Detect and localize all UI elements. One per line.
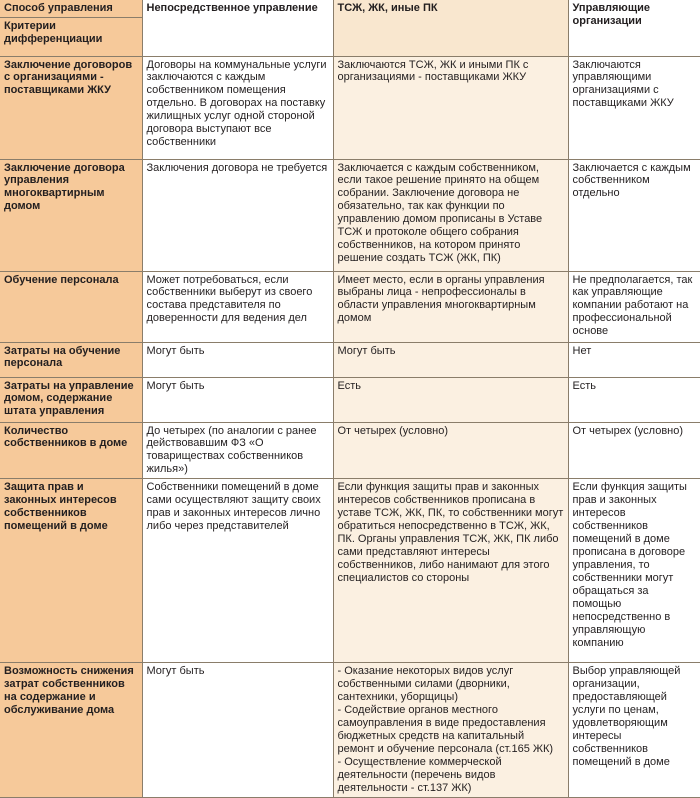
criterion-cell: Затраты на управление домом, содержание штата управления xyxy=(0,377,142,422)
hoa-cell: Имеет место, если в органы управления выбраны лица - непрофессионалы в области управления многоквартирным домом xyxy=(333,271,568,342)
header-corner-cell xyxy=(0,0,142,56)
hoa-cell: Заключаются ТСЖ, ЖК и иными ПК с организациями - поставщиками ЖКУ xyxy=(333,56,568,159)
table-row xyxy=(0,159,700,271)
table-row xyxy=(0,342,700,377)
hoa-cell xyxy=(333,663,568,798)
mc-cell: От четырех (условно) xyxy=(568,422,700,479)
table-row xyxy=(0,479,700,663)
mc-cell: Заключаются управляющими организациями с поставщиками ЖКУ xyxy=(568,56,700,159)
criterion-cell: Заключение договоров с организациями - поставщиками ЖКУ xyxy=(0,56,142,159)
saving-option: - Содействие органов местного самоуправления в виде предоставления бюджетных средств на капитальный ремонт и обучение персонала (ст.165 ЖК) xyxy=(337,704,554,756)
hoa-cell: Могут быть xyxy=(333,342,568,377)
mc-cell: Если функция защиты прав и законных интересов собственников помещений в доме прописана в договоре управления, то собственники могут обращаться за помощью непосредственно в управляющую компанию xyxy=(568,479,700,663)
direct-cell: До четырех (по аналогии с ранее действовавшим ФЗ «О товариществах собственников жилья») xyxy=(142,422,333,479)
table-row xyxy=(0,271,700,342)
hoa-cell: От четырех (условно) xyxy=(333,422,568,479)
header-hoa: ТСЖ, ЖК, иные ПК xyxy=(333,0,568,56)
table-row xyxy=(0,663,700,798)
direct-cell: Может потребоваться, если собственники выберут из своего состава представителя по доверенности для ведения дел xyxy=(142,271,333,342)
hoa-cell: Есть xyxy=(333,377,568,422)
direct-cell: Могут быть xyxy=(142,377,333,422)
header-management-company: Управляющие организации xyxy=(568,0,700,56)
table-row xyxy=(0,56,700,159)
direct-cell: Могут быть xyxy=(142,342,333,377)
mc-cell: Есть xyxy=(568,377,700,422)
header-management-method: Способ управления xyxy=(0,0,142,18)
criterion-cell: Возможность снижения затрат собственников на содержание и обслуживание дома xyxy=(0,663,142,798)
mc-cell: Выбор управляющей организации, предоставляющей услуги по ценам, удовлетворяющим интересы собственников помещений в доме xyxy=(568,663,700,798)
saving-option: - Оказание некоторых видов услуг собственными силами (дворники, сантехники, уборщицы) xyxy=(337,665,514,704)
hoa-cell: Если функция защиты прав и законных интересов собственников прописана в уставе ТСЖ, ЖК, ПК, то собственники могут обратиться непосредственно в ТСЖ, ЖК, ПК. Органы управления ТСЖ, ЖК, ПК либо сами представляют интересы собственников, либо нанимают для этого специалистов со стороны xyxy=(333,479,568,663)
direct-cell: Договоры на коммунальные услуги заключаются с каждым собственником помещения отдельно. В договорах на поставку жилищных услуг одной стороной договора выступают все собственники xyxy=(142,56,333,159)
criterion-cell: Обучение персонала xyxy=(0,271,142,342)
mc-cell: Нет xyxy=(568,342,700,377)
header-direct-management: Непосредственное управление xyxy=(142,0,333,56)
header-criteria: Критерии дифференциации xyxy=(4,20,103,45)
criterion-cell: Затраты на обучение персонала xyxy=(0,342,142,377)
header-row xyxy=(0,0,700,56)
mc-cell: Не предполагается, так как управляющие компании работают на профессиональной основе xyxy=(568,271,700,342)
table-row xyxy=(0,422,700,479)
direct-cell: Собственники помещений в доме сами осуществляют защиту своих прав и законных интересов лично либо через представителей xyxy=(142,479,333,663)
hoa-cell: Заключается с каждым собственником, если такое решение принято на общем собрании. Заключение договора не обязательно, так как функции по управлению домом прописаны в Уставе ТСЖ и протоколе общего собрания собственников, на котором принято решение создать ТСЖ (ЖК, ПК) xyxy=(333,159,568,271)
table-row xyxy=(0,377,700,422)
direct-cell: Заключения договора не требуется xyxy=(142,159,333,271)
saving-option: - Осуществление коммерческой деятельности (перечень видов деятельности - ст.137 ЖК) xyxy=(337,756,502,795)
mc-cell: Заключается с каждым собственником отдельно xyxy=(568,159,700,271)
criterion-cell: Заключение договора управления многоквартирным домом xyxy=(0,159,142,271)
criterion-cell: Количество собственников в доме xyxy=(0,422,142,479)
direct-cell: Могут быть xyxy=(142,663,333,798)
criterion-cell: Защита прав и законных интересов собственников помещений в доме xyxy=(0,479,142,663)
